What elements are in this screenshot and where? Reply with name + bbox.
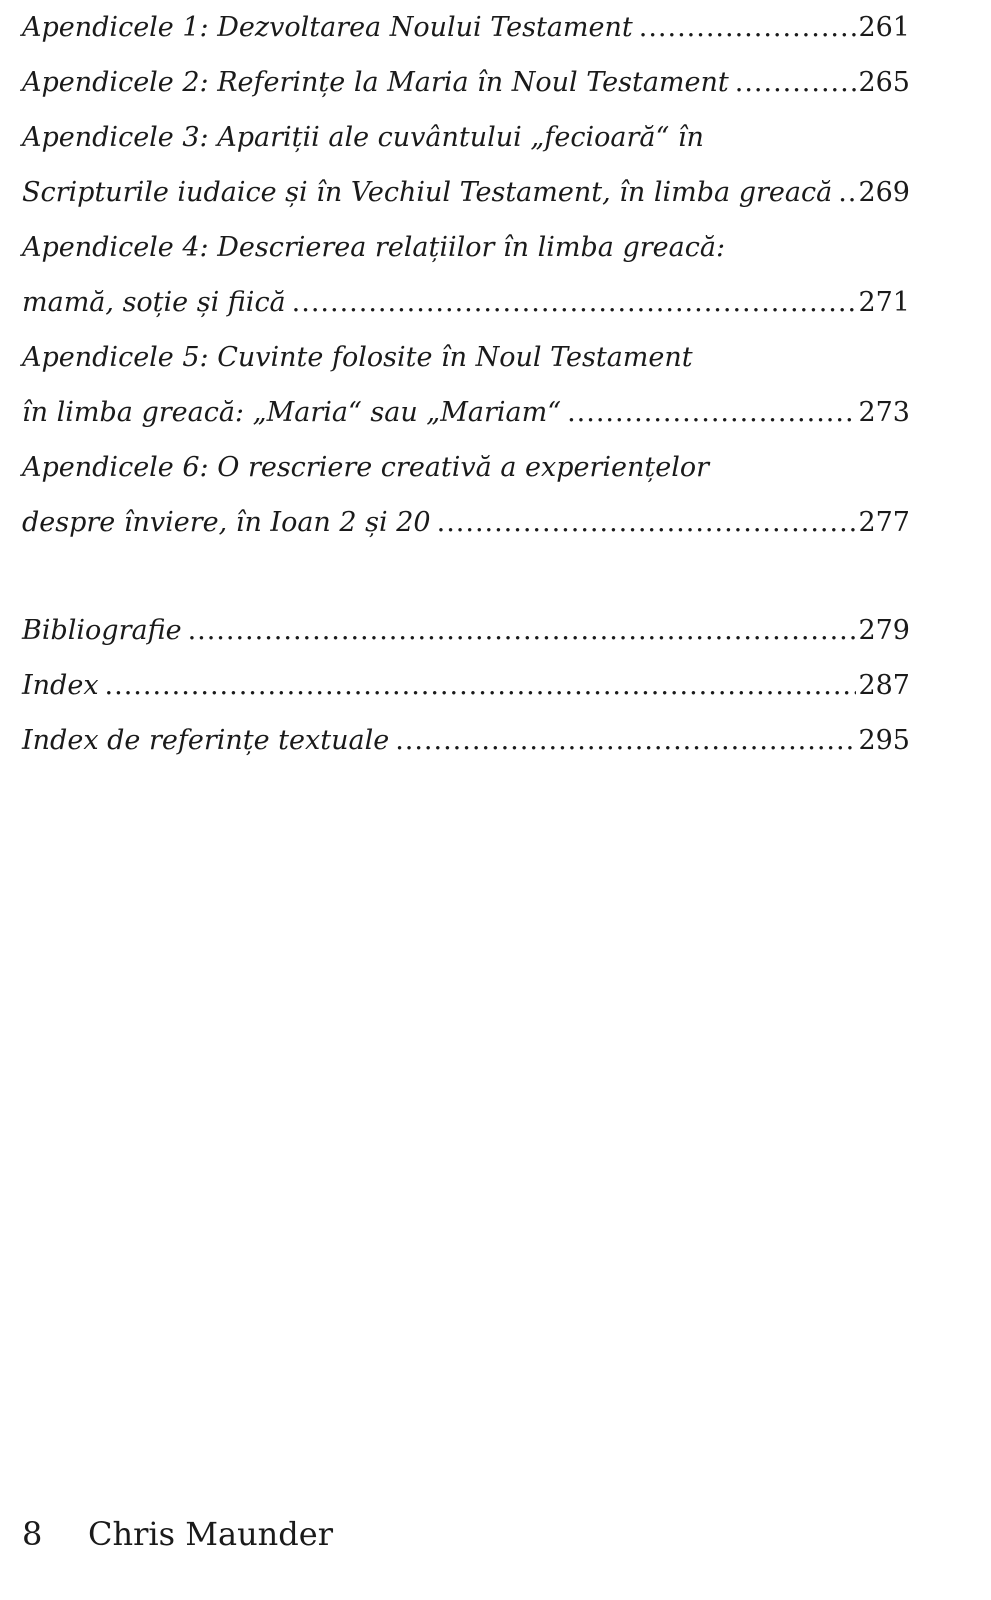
toc-entry-page: 261 (858, 12, 910, 43)
dot-leader (735, 69, 857, 96)
footer-author: Chris Maunder (88, 1515, 333, 1553)
dot-leader (395, 727, 856, 754)
table-of-contents (22, 0, 910, 768)
section-spacer (22, 550, 910, 603)
dot-leader (292, 289, 857, 316)
toc-entry-page: 287 (858, 670, 910, 701)
dot-leader (838, 179, 856, 206)
toc-entry-title: despre înviere, în Ioan 2 și 20 (22, 507, 431, 538)
toc-entry-page: 295 (858, 725, 910, 756)
dot-leader (188, 617, 857, 644)
toc-entry-title: Bibliografie (22, 615, 182, 646)
page-footer (22, 1515, 333, 1553)
toc-entry (22, 55, 910, 110)
dot-leader (105, 672, 857, 699)
toc-entry (22, 440, 910, 495)
toc-entry-page: 273 (858, 397, 910, 428)
toc-entry-title: Apendicele 1: Dezvoltarea Noului Testament (22, 12, 633, 43)
toc-entry (22, 495, 910, 550)
toc-entry-page: 265 (858, 67, 910, 98)
toc-entry-title: mamă, soție și fiică (22, 287, 286, 318)
toc-entry (22, 0, 910, 55)
toc-entry (22, 385, 910, 440)
toc-entry (22, 658, 910, 713)
toc-entry-title: Apendicele 4: Descrierea relațiilor în limba greacă: (22, 232, 726, 263)
toc-entry (22, 603, 910, 658)
toc-entry-title: în limba greacă: „Maria“ sau „Mariam“ (22, 397, 562, 428)
toc-entry-page: 269 (858, 177, 910, 208)
toc-entry-page: 277 (858, 507, 910, 538)
toc-entry-title: Index (22, 670, 99, 701)
toc-entry-title: Apendicele 6: O rescriere creativă a experiențelor (22, 452, 709, 483)
toc-entry (22, 275, 910, 330)
toc-entry (22, 713, 910, 768)
toc-entry-title: Scripturile iudaice și în Vechiul Testament, în limba greacă (22, 177, 833, 208)
toc-entry-title: Index de referințe textuale (22, 725, 390, 756)
toc-entry-title: Apendicele 2: Referințe la Maria în Noul Testament (22, 67, 729, 98)
dot-leader (567, 399, 856, 426)
toc-entry (22, 165, 910, 220)
toc-entry (22, 220, 910, 275)
dot-leader (639, 14, 857, 41)
toc-entry (22, 110, 910, 165)
toc-entry-page: 271 (858, 287, 910, 318)
toc-entry-title: Apendicele 3: Apariții ale cuvântului „fecioară“ în (22, 122, 704, 153)
toc-entry (22, 330, 910, 385)
toc-entry-title: Apendicele 5: Cuvinte folosite în Noul Testament (22, 342, 693, 373)
footer-page-number: 8 (22, 1515, 43, 1553)
toc-entry-page: 279 (858, 615, 910, 646)
dot-leader (437, 509, 857, 536)
